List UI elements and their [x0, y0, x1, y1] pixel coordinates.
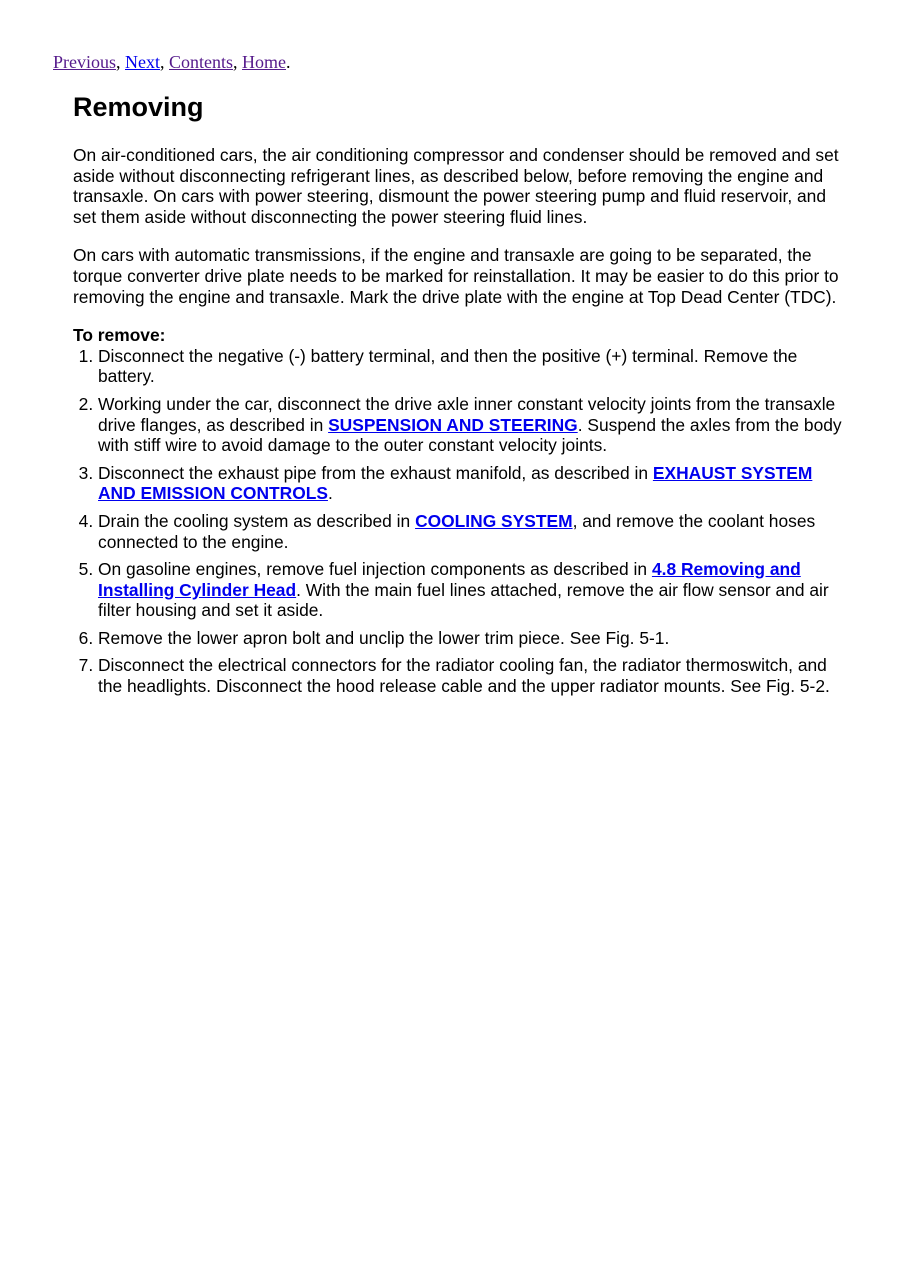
page-title: Removing	[73, 92, 204, 122]
exhaust-emission-link[interactable]: EXHAUST SYSTEM AND EMISSION CONTROLS	[98, 462, 813, 504]
nav-end: .	[286, 52, 291, 72]
list-item	[98, 346, 843, 387]
step-text: Disconnect the negative (-) battery terminal, and then the positive (+) terminal. Remove the battery.	[98, 345, 798, 387]
step-text: Disconnect the exhaust pipe from the exhaust manifold, as described in	[98, 462, 653, 483]
step-text: . Suspend the axles from the body with stiff wire to avoid damage to the outer constant velocity joints.	[98, 414, 842, 456]
nav-separator: ,	[233, 52, 243, 72]
step-text: Drain the cooling system as described in	[98, 510, 416, 531]
nav-links	[53, 52, 291, 73]
home-link[interactable]: Home	[242, 52, 287, 72]
step-text: On gasoline engines, remove fuel injection components as described in	[98, 559, 652, 580]
list-item	[98, 559, 843, 621]
intro-paragraph-ac: On air-conditioned cars, the air conditioning compressor and condenser should be removed and set aside without disconnecting refrigerant lines, as described below, before removing the engine and transaxle. On cars with power steering, dismount the power steering pump and fluid reservoir, and set them aside without disconnecting the power steering fluid lines.	[73, 145, 839, 227]
previous-link[interactable]: Previous	[53, 52, 116, 72]
cylinder-head-link[interactable]: 4.8 Removing and Installing Cylinder Head	[98, 559, 801, 600]
list-item	[98, 463, 843, 504]
step-text: Disconnect the electrical connectors for the radiator cooling fan, the radiator thermoswitch, and the headlights. Disconnect the hood release cable and the upper radiator mounts. See Fig. 5-2.	[98, 655, 830, 697]
list-item	[98, 655, 843, 696]
nav-separator: ,	[116, 52, 125, 72]
list-item	[98, 628, 843, 649]
nav-separator: ,	[160, 52, 169, 72]
step-text: Working under the car, disconnect the drive axle inner constant velocity joints from the transaxle drive flanges, as described in	[98, 393, 836, 435]
steps-heading: To remove:	[73, 325, 166, 346]
list-item	[98, 394, 843, 456]
list-item	[98, 511, 843, 552]
suspension-steering-link[interactable]: SUSPENSION AND STEERING	[328, 414, 578, 435]
main-content	[73, 90, 843, 704]
step-text: Remove the lower apron bolt and unclip the lower trim piece. See Fig. 5-1.	[98, 627, 670, 648]
cooling-system-link[interactable]: COOLING SYSTEM	[415, 510, 573, 531]
intro-paragraph-automatic: On cars with automatic transmissions, if the engine and transaxle are going to be separated, the torque converter drive plate needs to be marked for reinstallation. It may be easier to do this prior to removing the engine and transaxle. Mark the drive plate with the engine at Top Dead Center (TDC).	[73, 245, 839, 307]
step-text: . With the main fuel lines attached, remove the air flow sensor and air filter housing and set it aside.	[98, 579, 829, 621]
next-link[interactable]: Next	[125, 52, 160, 72]
step-text: , and remove the coolant hoses connected to the engine.	[98, 510, 816, 552]
step-text: .	[327, 483, 333, 504]
removal-steps-list	[73, 346, 843, 697]
contents-link[interactable]: Contents	[169, 52, 234, 72]
